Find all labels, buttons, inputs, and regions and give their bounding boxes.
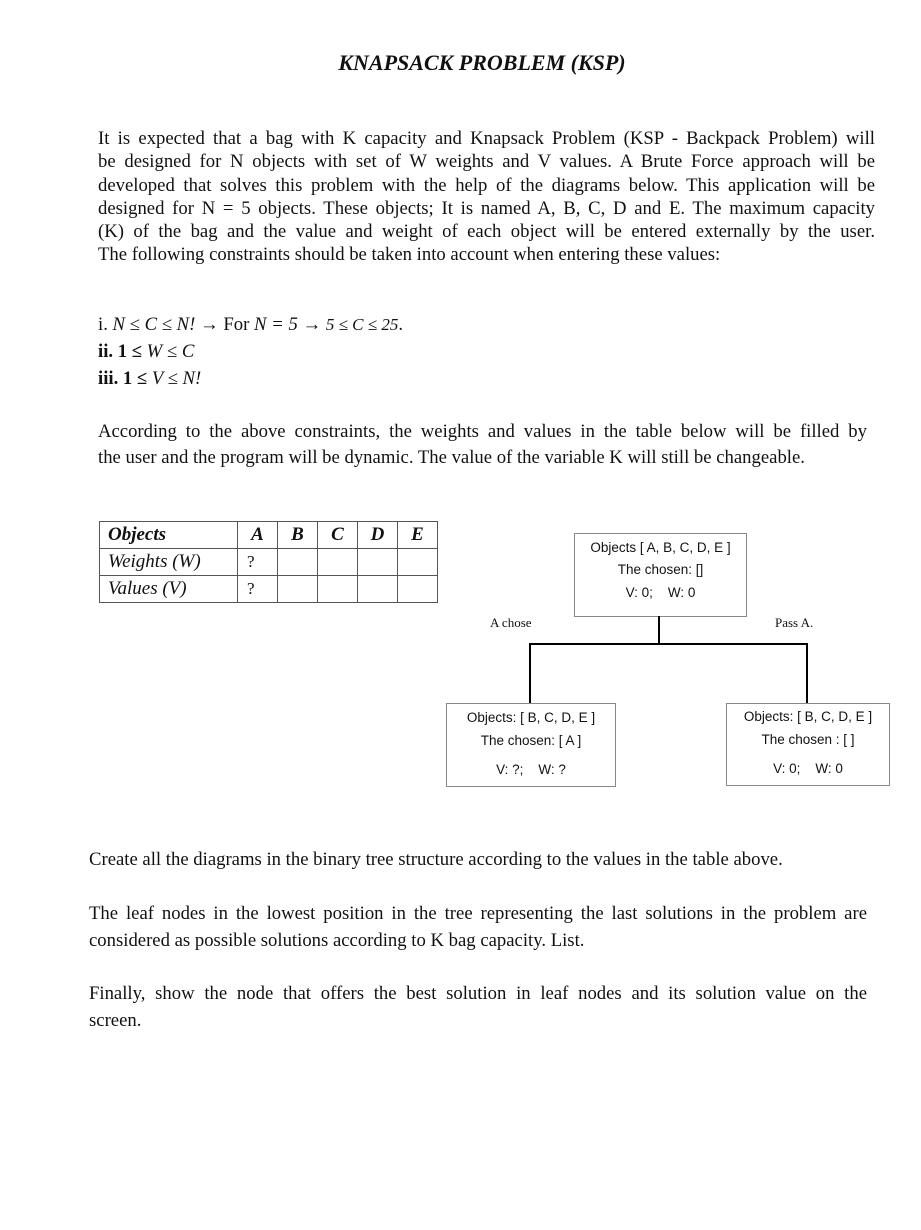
intro-line: be designed for N objects with set of W weights and V values. A Brute Force approach will be [98, 151, 875, 173]
node-values: V: 0; W: 0 [773, 761, 843, 776]
dynamic-paragraph [98, 419, 867, 471]
table-cell [398, 576, 438, 603]
node-objects: Objects: [ B, C, D, E ] [743, 709, 873, 724]
table-row [100, 549, 438, 576]
table-row-label: Weights (W) [100, 549, 238, 576]
constraint-1: i. N ≤ C ≤ N! → For N = 5 → 5 ≤ C ≤ 25. [98, 314, 404, 335]
table-cell [358, 576, 398, 603]
node-chosen: The chosen: [ A ] [480, 733, 582, 748]
question-3 [89, 980, 867, 1034]
table-col-c: C [318, 522, 358, 549]
dynamic-line: According to the above constraints, the weights and values in the table below will be filled by [98, 421, 867, 442]
node-values: V: 0; W: 0 [625, 585, 696, 600]
edge-label-pass-a: Pass A. [775, 615, 814, 630]
page-title: KNAPSACK PROBLEM (KSP) [338, 50, 626, 75]
table-col-e: E [398, 522, 438, 549]
table-cell [278, 576, 318, 603]
node-chosen: The chosen : [ ] [761, 732, 855, 747]
intro-line: The following constraints should be taken into account when entering these values: [98, 244, 721, 266]
tree-edge-right [806, 643, 808, 703]
table-cell [398, 549, 438, 576]
node-objects: Objects [ A, B, C, D, E ] [590, 540, 731, 555]
table-cell [318, 549, 358, 576]
table-cell [278, 549, 318, 576]
tree-edge-left [529, 643, 531, 703]
edge-label-a-chose: A chose [490, 615, 532, 630]
table-row [100, 576, 438, 603]
intro-line: It is expected that a bag with K capacity and Knapsack Problem (KSP - Backpack Problem) will [98, 128, 875, 149]
tree-right-node [726, 703, 890, 786]
table-cell: ? [238, 576, 278, 603]
table-col-b: B [278, 522, 318, 549]
objects-table [99, 521, 438, 603]
table-cell [318, 576, 358, 603]
intro-line: designed for N = 5 objects. These objects; It is named A, B, C, D and E. The maximum capacity [98, 197, 875, 219]
node-values: V: ?; W: ? [496, 762, 566, 777]
dynamic-line: the user and the program will be dynamic. The value of the variable K will still be changeable. [98, 447, 805, 468]
constraint-3: iii. 1 ≤ V ≤ N! [98, 368, 202, 389]
intro-paragraph [98, 127, 875, 267]
table-header-label: Objects [100, 522, 238, 549]
tree-left-node [446, 703, 616, 787]
node-chosen: The chosen: [] [617, 562, 704, 577]
intro-line: (K) of the bag and the value and weight of each object will be entered externally by the user. [98, 221, 875, 243]
table-row-label: Values (V) [100, 576, 238, 603]
constraint-2: ii. 1 ≤ W ≤ C [98, 341, 195, 362]
table-col-d: D [358, 522, 398, 549]
constraints-list [98, 311, 598, 392]
tree-root-node [574, 533, 747, 617]
table-col-a: A [238, 522, 278, 549]
question-3-line: screen. [89, 1010, 142, 1031]
table-cell [358, 549, 398, 576]
question-1: Create all the diagrams in the binary tree structure according to the values in the table above. [89, 849, 783, 870]
node-objects: Objects: [ B, C, D, E ] [466, 710, 596, 725]
tree-edge-horizontal [529, 643, 808, 645]
tree-edge-root-stem [658, 616, 660, 644]
question-2-line: considered as possible solutions according to K bag capacity. List. [89, 930, 585, 951]
table-cell: ? [238, 549, 278, 576]
question-2-line: The leaf nodes in the lowest position in the tree representing the last solutions in the problem are [89, 903, 867, 924]
question-3-line: Finally, show the node that offers the best solution in leaf nodes and its solution value on the [89, 983, 867, 1004]
question-2 [89, 900, 867, 954]
intro-line: developed that solves this problem with the help of the diagrams below. This application will be [98, 174, 875, 196]
table-header-row [100, 522, 438, 549]
